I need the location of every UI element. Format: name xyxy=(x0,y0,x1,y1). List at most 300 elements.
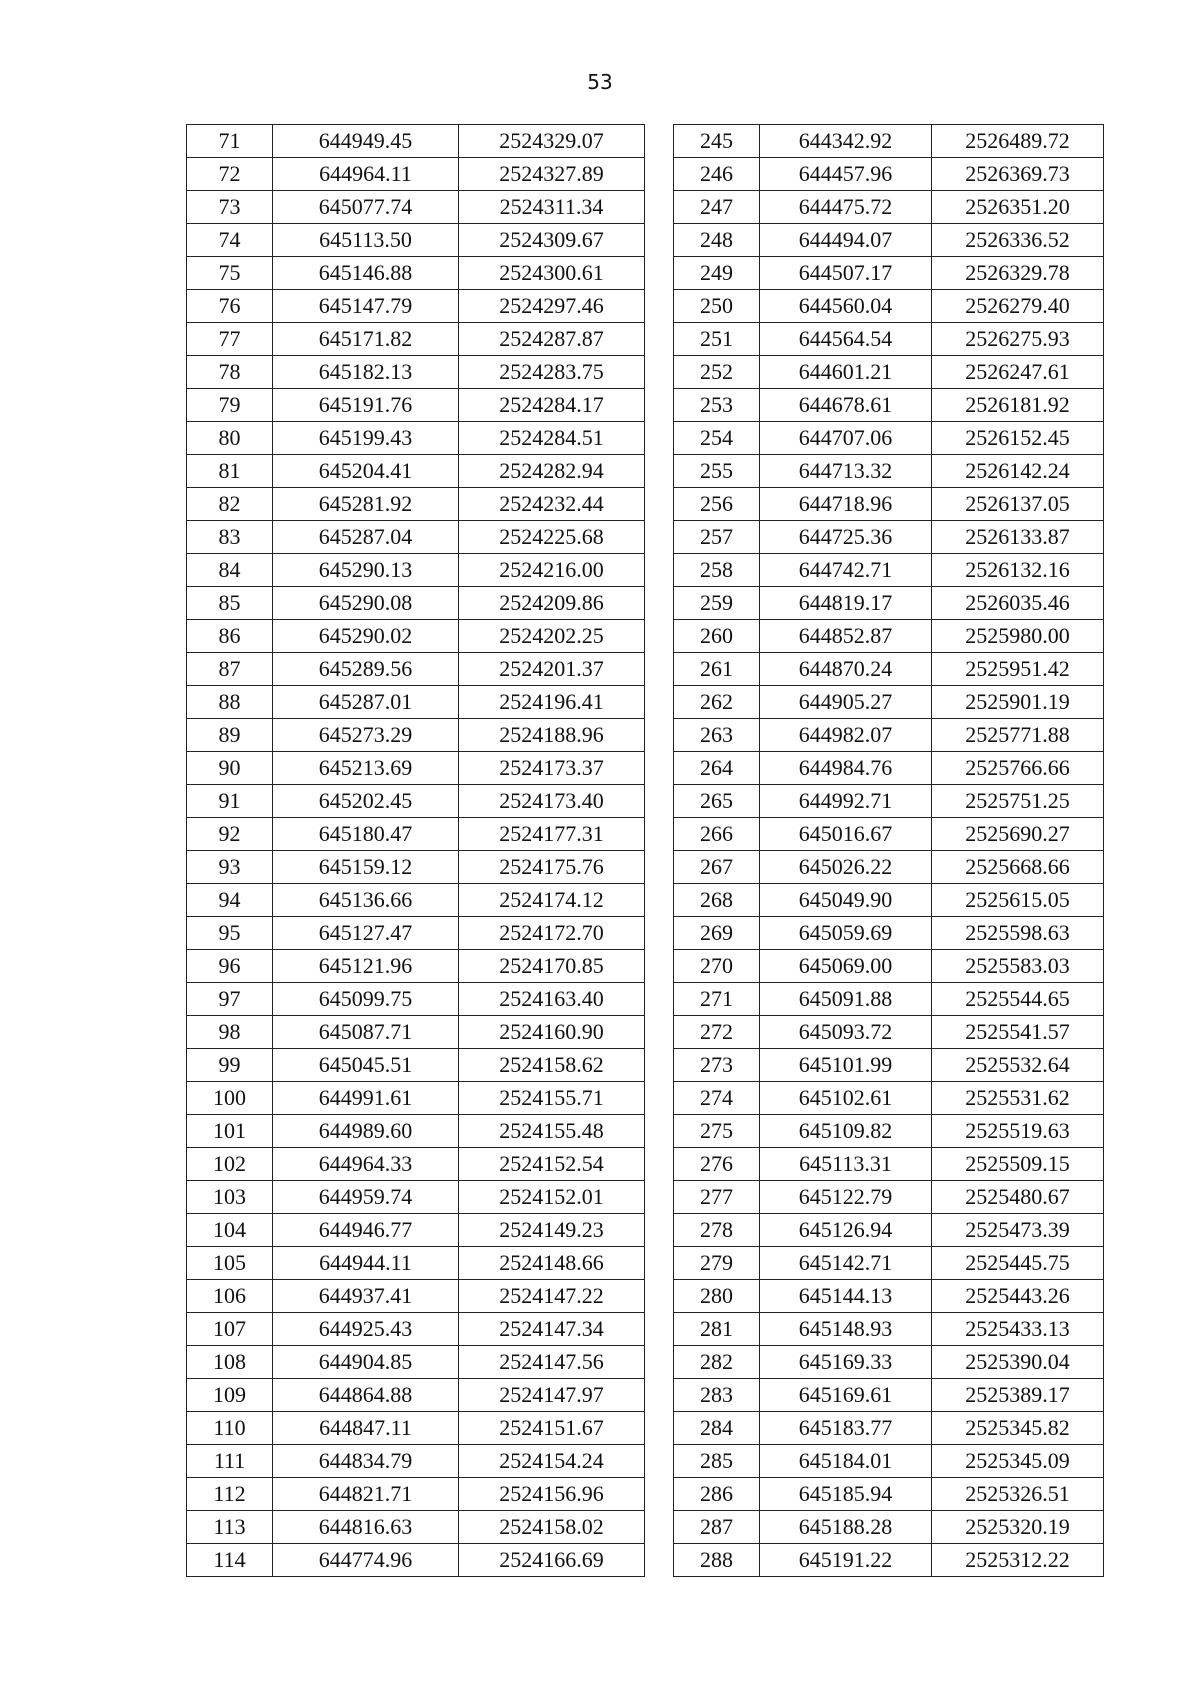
table-row xyxy=(674,1247,1104,1280)
point-number-cell: 106 xyxy=(187,1280,273,1313)
point-number-cell: 254 xyxy=(674,422,760,455)
x-coordinate-cell: 644964.11 xyxy=(273,158,459,191)
x-coordinate-cell: 645127.47 xyxy=(273,917,459,950)
table-row xyxy=(674,1115,1104,1148)
point-number-cell: 246 xyxy=(674,158,760,191)
table-row xyxy=(674,521,1104,554)
y-coordinate-cell: 2524174.12 xyxy=(459,884,645,917)
point-number-cell: 250 xyxy=(674,290,760,323)
table-row xyxy=(187,620,645,653)
coordinate-table-left-body xyxy=(187,125,645,1577)
table-row xyxy=(674,686,1104,719)
x-coordinate-cell: 645185.94 xyxy=(760,1478,932,1511)
table-row xyxy=(674,290,1104,323)
point-number-cell: 99 xyxy=(187,1049,273,1082)
y-coordinate-cell: 2526275.93 xyxy=(932,323,1104,356)
x-coordinate-cell: 644852.87 xyxy=(760,620,932,653)
table-row xyxy=(674,389,1104,422)
point-number-cell: 280 xyxy=(674,1280,760,1313)
point-number-cell: 78 xyxy=(187,356,273,389)
table-row xyxy=(187,389,645,422)
x-coordinate-cell: 645126.94 xyxy=(760,1214,932,1247)
table-row xyxy=(187,224,645,257)
table-row xyxy=(187,1379,645,1412)
point-number-cell: 272 xyxy=(674,1016,760,1049)
point-number-cell: 92 xyxy=(187,818,273,851)
x-coordinate-cell: 645290.13 xyxy=(273,554,459,587)
table-row xyxy=(674,1445,1104,1478)
x-coordinate-cell: 644992.71 xyxy=(760,785,932,818)
x-coordinate-cell: 645087.71 xyxy=(273,1016,459,1049)
y-coordinate-cell: 2524170.85 xyxy=(459,950,645,983)
table-row xyxy=(674,653,1104,686)
x-coordinate-cell: 645182.13 xyxy=(273,356,459,389)
y-coordinate-cell: 2525345.82 xyxy=(932,1412,1104,1445)
y-coordinate-cell: 2524163.40 xyxy=(459,983,645,1016)
x-coordinate-cell: 645122.79 xyxy=(760,1181,932,1214)
table-row xyxy=(187,1280,645,1313)
point-number-cell: 287 xyxy=(674,1511,760,1544)
y-coordinate-cell: 2524300.61 xyxy=(459,257,645,290)
page-number: 53 xyxy=(587,70,613,94)
table-row xyxy=(187,653,645,686)
x-coordinate-cell: 644725.36 xyxy=(760,521,932,554)
y-coordinate-cell: 2524188.96 xyxy=(459,719,645,752)
point-number-cell: 258 xyxy=(674,554,760,587)
y-coordinate-cell: 2525480.67 xyxy=(932,1181,1104,1214)
x-coordinate-cell: 644342.92 xyxy=(760,125,932,158)
point-number-cell: 82 xyxy=(187,488,273,521)
point-number-cell: 270 xyxy=(674,950,760,983)
point-number-cell: 74 xyxy=(187,224,273,257)
y-coordinate-cell: 2526133.87 xyxy=(932,521,1104,554)
x-coordinate-cell: 645183.77 xyxy=(760,1412,932,1445)
x-coordinate-cell: 644964.33 xyxy=(273,1148,459,1181)
table-row xyxy=(187,521,645,554)
point-number-cell: 279 xyxy=(674,1247,760,1280)
point-number-cell: 257 xyxy=(674,521,760,554)
point-number-cell: 101 xyxy=(187,1115,273,1148)
table-row xyxy=(187,587,645,620)
table-row xyxy=(187,1247,645,1280)
x-coordinate-cell: 645113.50 xyxy=(273,224,459,257)
point-number-cell: 286 xyxy=(674,1478,760,1511)
x-coordinate-cell: 644713.32 xyxy=(760,455,932,488)
table-row xyxy=(674,983,1104,1016)
x-coordinate-cell: 644982.07 xyxy=(760,719,932,752)
y-coordinate-cell: 2525433.13 xyxy=(932,1313,1104,1346)
x-coordinate-cell: 645091.88 xyxy=(760,983,932,1016)
point-number-cell: 113 xyxy=(187,1511,273,1544)
y-coordinate-cell: 2524152.01 xyxy=(459,1181,645,1214)
table-row xyxy=(187,1181,645,1214)
y-coordinate-cell: 2525320.19 xyxy=(932,1511,1104,1544)
y-coordinate-cell: 2525443.26 xyxy=(932,1280,1104,1313)
table-row xyxy=(674,257,1104,290)
y-coordinate-cell: 2524148.66 xyxy=(459,1247,645,1280)
table-row xyxy=(187,719,645,752)
x-coordinate-cell: 645099.75 xyxy=(273,983,459,1016)
x-coordinate-cell: 644984.76 xyxy=(760,752,932,785)
point-number-cell: 114 xyxy=(187,1544,273,1577)
point-number-cell: 84 xyxy=(187,554,273,587)
point-number-cell: 245 xyxy=(674,125,760,158)
point-number-cell: 86 xyxy=(187,620,273,653)
y-coordinate-cell: 2524152.54 xyxy=(459,1148,645,1181)
point-number-cell: 278 xyxy=(674,1214,760,1247)
y-coordinate-cell: 2526142.24 xyxy=(932,455,1104,488)
x-coordinate-cell: 644816.63 xyxy=(273,1511,459,1544)
table-row xyxy=(674,1016,1104,1049)
x-coordinate-cell: 645191.76 xyxy=(273,389,459,422)
point-number-cell: 98 xyxy=(187,1016,273,1049)
point-number-cell: 269 xyxy=(674,917,760,950)
table-row xyxy=(187,158,645,191)
table-row xyxy=(187,818,645,851)
y-coordinate-cell: 2525519.63 xyxy=(932,1115,1104,1148)
table-row xyxy=(187,917,645,950)
table-row xyxy=(674,356,1104,389)
y-coordinate-cell: 2524309.67 xyxy=(459,224,645,257)
table-row xyxy=(187,851,645,884)
table-row xyxy=(187,455,645,488)
table-row xyxy=(187,686,645,719)
point-number-cell: 283 xyxy=(674,1379,760,1412)
y-coordinate-cell: 2526279.40 xyxy=(932,290,1104,323)
y-coordinate-cell: 2526489.72 xyxy=(932,125,1104,158)
y-coordinate-cell: 2526152.45 xyxy=(932,422,1104,455)
table-row xyxy=(187,191,645,224)
point-number-cell: 103 xyxy=(187,1181,273,1214)
x-coordinate-cell: 645287.04 xyxy=(273,521,459,554)
x-coordinate-cell: 645171.82 xyxy=(273,323,459,356)
table-row xyxy=(674,950,1104,983)
x-coordinate-cell: 645199.43 xyxy=(273,422,459,455)
table-row xyxy=(674,785,1104,818)
x-coordinate-cell: 645026.22 xyxy=(760,851,932,884)
y-coordinate-cell: 2526247.61 xyxy=(932,356,1104,389)
x-coordinate-cell: 645045.51 xyxy=(273,1049,459,1082)
y-coordinate-cell: 2526336.52 xyxy=(932,224,1104,257)
y-coordinate-cell: 2525980.00 xyxy=(932,620,1104,653)
table-row xyxy=(674,620,1104,653)
x-coordinate-cell: 644834.79 xyxy=(273,1445,459,1478)
table-row xyxy=(187,1016,645,1049)
x-coordinate-cell: 644457.96 xyxy=(760,158,932,191)
y-coordinate-cell: 2525390.04 xyxy=(932,1346,1104,1379)
x-coordinate-cell: 644678.61 xyxy=(760,389,932,422)
y-coordinate-cell: 2524287.87 xyxy=(459,323,645,356)
x-coordinate-cell: 644870.24 xyxy=(760,653,932,686)
y-coordinate-cell: 2524232.44 xyxy=(459,488,645,521)
point-number-cell: 112 xyxy=(187,1478,273,1511)
table-row xyxy=(187,488,645,521)
y-coordinate-cell: 2525766.66 xyxy=(932,752,1104,785)
y-coordinate-cell: 2524147.22 xyxy=(459,1280,645,1313)
x-coordinate-cell: 644560.04 xyxy=(760,290,932,323)
y-coordinate-cell: 2524327.89 xyxy=(459,158,645,191)
x-coordinate-cell: 645289.56 xyxy=(273,653,459,686)
x-coordinate-cell: 644937.41 xyxy=(273,1280,459,1313)
x-coordinate-cell: 644944.11 xyxy=(273,1247,459,1280)
point-number-cell: 284 xyxy=(674,1412,760,1445)
x-coordinate-cell: 644905.27 xyxy=(760,686,932,719)
table-row xyxy=(187,323,645,356)
point-number-cell: 80 xyxy=(187,422,273,455)
table-row xyxy=(187,422,645,455)
point-number-cell: 252 xyxy=(674,356,760,389)
point-number-cell: 248 xyxy=(674,224,760,257)
table-row xyxy=(674,1346,1104,1379)
x-coordinate-cell: 644718.96 xyxy=(760,488,932,521)
x-coordinate-cell: 644774.96 xyxy=(273,1544,459,1577)
table-row xyxy=(674,158,1104,191)
point-number-cell: 72 xyxy=(187,158,273,191)
y-coordinate-cell: 2524284.51 xyxy=(459,422,645,455)
x-coordinate-cell: 645101.99 xyxy=(760,1049,932,1082)
table-row xyxy=(187,290,645,323)
table-row xyxy=(187,1445,645,1478)
y-coordinate-cell: 2524147.56 xyxy=(459,1346,645,1379)
table-row xyxy=(674,1280,1104,1313)
point-number-cell: 259 xyxy=(674,587,760,620)
point-number-cell: 71 xyxy=(187,125,273,158)
y-coordinate-cell: 2526181.92 xyxy=(932,389,1104,422)
x-coordinate-cell: 645146.88 xyxy=(273,257,459,290)
table-row xyxy=(674,422,1104,455)
point-number-cell: 288 xyxy=(674,1544,760,1577)
y-coordinate-cell: 2526351.20 xyxy=(932,191,1104,224)
y-coordinate-cell: 2525751.25 xyxy=(932,785,1104,818)
table-row xyxy=(187,257,645,290)
x-coordinate-cell: 644507.17 xyxy=(760,257,932,290)
point-number-cell: 100 xyxy=(187,1082,273,1115)
y-coordinate-cell: 2524160.90 xyxy=(459,1016,645,1049)
y-coordinate-cell: 2525445.75 xyxy=(932,1247,1104,1280)
point-number-cell: 95 xyxy=(187,917,273,950)
table-row xyxy=(674,224,1104,257)
x-coordinate-cell: 644821.71 xyxy=(273,1478,459,1511)
table-row xyxy=(674,1214,1104,1247)
point-number-cell: 110 xyxy=(187,1412,273,1445)
table-row xyxy=(187,1478,645,1511)
point-number-cell: 109 xyxy=(187,1379,273,1412)
x-coordinate-cell: 644819.17 xyxy=(760,587,932,620)
table-row xyxy=(187,1082,645,1115)
point-number-cell: 282 xyxy=(674,1346,760,1379)
y-coordinate-cell: 2524216.00 xyxy=(459,554,645,587)
y-coordinate-cell: 2524149.23 xyxy=(459,1214,645,1247)
table-row xyxy=(187,950,645,983)
point-number-cell: 271 xyxy=(674,983,760,1016)
x-coordinate-cell: 644959.74 xyxy=(273,1181,459,1214)
table-row xyxy=(187,785,645,818)
y-coordinate-cell: 2525544.65 xyxy=(932,983,1104,1016)
point-number-cell: 247 xyxy=(674,191,760,224)
x-coordinate-cell: 645148.93 xyxy=(760,1313,932,1346)
point-number-cell: 79 xyxy=(187,389,273,422)
point-number-cell: 260 xyxy=(674,620,760,653)
y-coordinate-cell: 2525771.88 xyxy=(932,719,1104,752)
y-coordinate-cell: 2524283.75 xyxy=(459,356,645,389)
x-coordinate-cell: 645180.47 xyxy=(273,818,459,851)
table-row xyxy=(674,1148,1104,1181)
x-coordinate-cell: 645121.96 xyxy=(273,950,459,983)
table-row xyxy=(674,1049,1104,1082)
point-number-cell: 85 xyxy=(187,587,273,620)
x-coordinate-cell: 645202.45 xyxy=(273,785,459,818)
table-row xyxy=(187,1544,645,1577)
x-coordinate-cell: 645109.82 xyxy=(760,1115,932,1148)
x-coordinate-cell: 645136.66 xyxy=(273,884,459,917)
y-coordinate-cell: 2524311.34 xyxy=(459,191,645,224)
point-number-cell: 77 xyxy=(187,323,273,356)
y-coordinate-cell: 2525583.03 xyxy=(932,950,1104,983)
point-number-cell: 87 xyxy=(187,653,273,686)
table-row xyxy=(187,1346,645,1379)
y-coordinate-cell: 2524155.71 xyxy=(459,1082,645,1115)
table-row xyxy=(674,488,1104,521)
y-coordinate-cell: 2526369.73 xyxy=(932,158,1104,191)
x-coordinate-cell: 644991.61 xyxy=(273,1082,459,1115)
point-number-cell: 265 xyxy=(674,785,760,818)
table-row xyxy=(187,356,645,389)
x-coordinate-cell: 645213.69 xyxy=(273,752,459,785)
table-row xyxy=(674,1511,1104,1544)
x-coordinate-cell: 645287.01 xyxy=(273,686,459,719)
y-coordinate-cell: 2525312.22 xyxy=(932,1544,1104,1577)
point-number-cell: 273 xyxy=(674,1049,760,1082)
y-coordinate-cell: 2525326.51 xyxy=(932,1478,1104,1511)
table-row xyxy=(674,719,1104,752)
x-coordinate-cell: 645144.13 xyxy=(760,1280,932,1313)
table-row xyxy=(674,455,1104,488)
x-coordinate-cell: 645093.72 xyxy=(760,1016,932,1049)
table-row xyxy=(674,1082,1104,1115)
x-coordinate-cell: 645191.22 xyxy=(760,1544,932,1577)
point-number-cell: 108 xyxy=(187,1346,273,1379)
y-coordinate-cell: 2525389.17 xyxy=(932,1379,1104,1412)
y-coordinate-cell: 2525615.05 xyxy=(932,884,1104,917)
y-coordinate-cell: 2525532.64 xyxy=(932,1049,1104,1082)
y-coordinate-cell: 2524209.86 xyxy=(459,587,645,620)
point-number-cell: 105 xyxy=(187,1247,273,1280)
x-coordinate-cell: 644925.43 xyxy=(273,1313,459,1346)
y-coordinate-cell: 2524201.37 xyxy=(459,653,645,686)
point-number-cell: 93 xyxy=(187,851,273,884)
y-coordinate-cell: 2525345.09 xyxy=(932,1445,1104,1478)
point-number-cell: 263 xyxy=(674,719,760,752)
y-coordinate-cell: 2525541.57 xyxy=(932,1016,1104,1049)
table-row xyxy=(187,752,645,785)
point-number-cell: 264 xyxy=(674,752,760,785)
point-number-cell: 251 xyxy=(674,323,760,356)
point-number-cell: 75 xyxy=(187,257,273,290)
point-number-cell: 266 xyxy=(674,818,760,851)
point-number-cell: 88 xyxy=(187,686,273,719)
x-coordinate-cell: 645281.92 xyxy=(273,488,459,521)
y-coordinate-cell: 2524225.68 xyxy=(459,521,645,554)
x-coordinate-cell: 645169.33 xyxy=(760,1346,932,1379)
point-number-cell: 268 xyxy=(674,884,760,917)
point-number-cell: 275 xyxy=(674,1115,760,1148)
x-coordinate-cell: 645102.61 xyxy=(760,1082,932,1115)
x-coordinate-cell: 644904.85 xyxy=(273,1346,459,1379)
y-coordinate-cell: 2526137.05 xyxy=(932,488,1104,521)
y-coordinate-cell: 2525598.63 xyxy=(932,917,1104,950)
point-number-cell: 102 xyxy=(187,1148,273,1181)
coordinate-table-left xyxy=(186,124,645,1577)
point-number-cell: 276 xyxy=(674,1148,760,1181)
x-coordinate-cell: 645147.79 xyxy=(273,290,459,323)
table-row xyxy=(674,1478,1104,1511)
table-row xyxy=(674,1379,1104,1412)
table-row xyxy=(674,587,1104,620)
table-row xyxy=(674,851,1104,884)
point-number-cell: 83 xyxy=(187,521,273,554)
table-row xyxy=(674,1313,1104,1346)
y-coordinate-cell: 2525690.27 xyxy=(932,818,1104,851)
x-coordinate-cell: 645290.08 xyxy=(273,587,459,620)
x-coordinate-cell: 644494.07 xyxy=(760,224,932,257)
y-coordinate-cell: 2526329.78 xyxy=(932,257,1104,290)
point-number-cell: 281 xyxy=(674,1313,760,1346)
y-coordinate-cell: 2524173.40 xyxy=(459,785,645,818)
y-coordinate-cell: 2524154.24 xyxy=(459,1445,645,1478)
y-coordinate-cell: 2524297.46 xyxy=(459,290,645,323)
table-row xyxy=(674,1181,1104,1214)
y-coordinate-cell: 2524147.34 xyxy=(459,1313,645,1346)
point-number-cell: 96 xyxy=(187,950,273,983)
y-coordinate-cell: 2525901.19 xyxy=(932,686,1104,719)
x-coordinate-cell: 644847.11 xyxy=(273,1412,459,1445)
coordinate-table-right-body xyxy=(674,125,1104,1577)
y-coordinate-cell: 2524329.07 xyxy=(459,125,645,158)
table-row xyxy=(187,884,645,917)
y-coordinate-cell: 2524196.41 xyxy=(459,686,645,719)
table-row xyxy=(674,323,1104,356)
y-coordinate-cell: 2524175.76 xyxy=(459,851,645,884)
y-coordinate-cell: 2526035.46 xyxy=(932,587,1104,620)
x-coordinate-cell: 645059.69 xyxy=(760,917,932,950)
table-row xyxy=(674,917,1104,950)
x-coordinate-cell: 645049.90 xyxy=(760,884,932,917)
table-row xyxy=(187,1214,645,1247)
y-coordinate-cell: 2524158.62 xyxy=(459,1049,645,1082)
y-coordinate-cell: 2524147.97 xyxy=(459,1379,645,1412)
table-row xyxy=(187,1412,645,1445)
table-row xyxy=(187,1313,645,1346)
y-coordinate-cell: 2525473.39 xyxy=(932,1214,1104,1247)
point-number-cell: 91 xyxy=(187,785,273,818)
x-coordinate-cell: 645113.31 xyxy=(760,1148,932,1181)
table-row xyxy=(674,1544,1104,1577)
y-coordinate-cell: 2524156.96 xyxy=(459,1478,645,1511)
point-number-cell: 104 xyxy=(187,1214,273,1247)
y-coordinate-cell: 2525668.66 xyxy=(932,851,1104,884)
point-number-cell: 249 xyxy=(674,257,760,290)
table-row xyxy=(674,191,1104,224)
x-coordinate-cell: 645290.02 xyxy=(273,620,459,653)
y-coordinate-cell: 2524173.37 xyxy=(459,752,645,785)
point-number-cell: 76 xyxy=(187,290,273,323)
x-coordinate-cell: 645273.29 xyxy=(273,719,459,752)
table-row xyxy=(187,1511,645,1544)
table-row xyxy=(187,125,645,158)
y-coordinate-cell: 2524155.48 xyxy=(459,1115,645,1148)
y-coordinate-cell: 2525531.62 xyxy=(932,1082,1104,1115)
y-coordinate-cell: 2525509.15 xyxy=(932,1148,1104,1181)
